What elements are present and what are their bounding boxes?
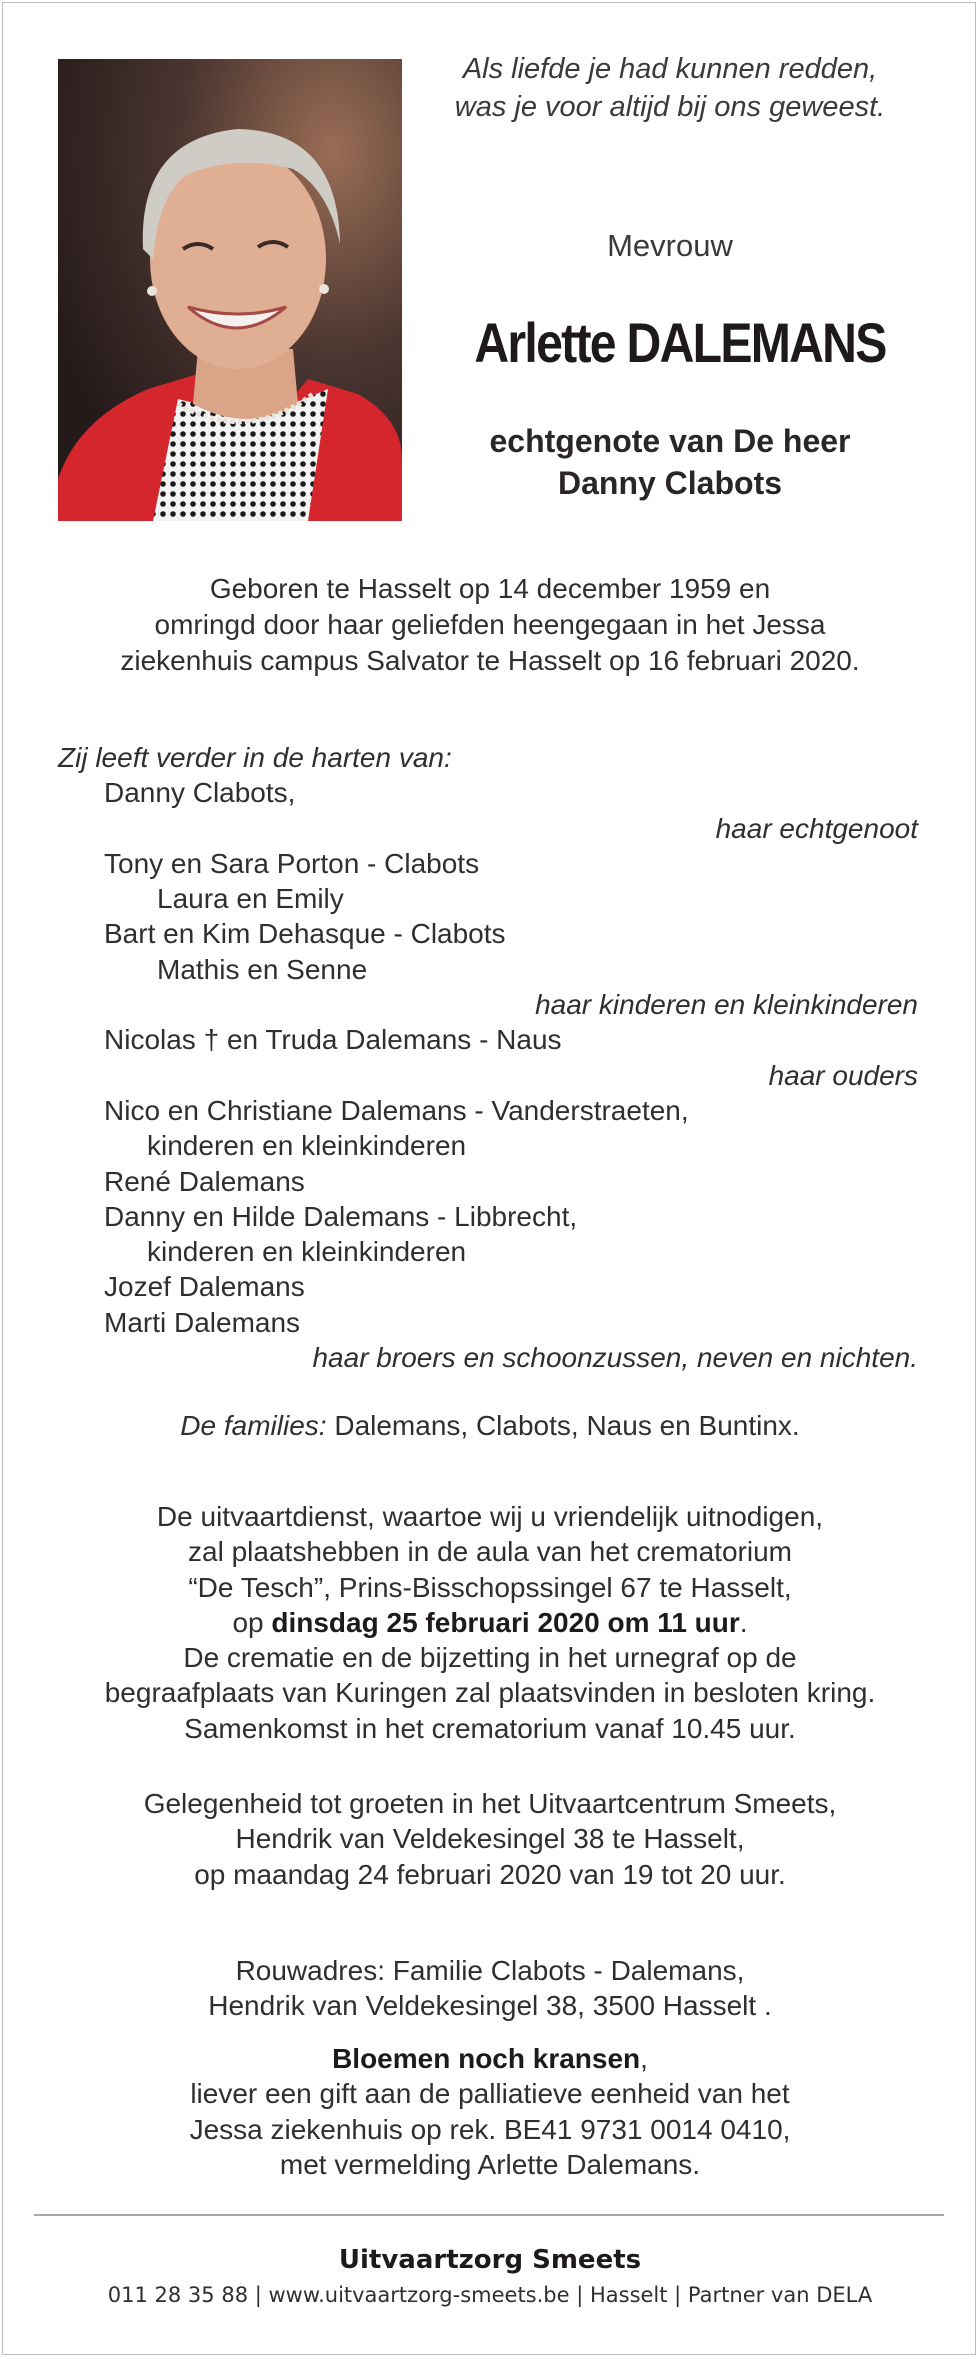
born-line: Geboren te Hasselt op 14 december 1959 en: [209, 573, 771, 604]
family-member: Nico en Christiane Dalemans - Vanderstraeten,: [104, 1094, 689, 1126]
flowers-line: Jessa ziekenhuis op rek. BE41 9731 0014 0410,: [189, 2113, 791, 2145]
memorial-verse: [420, 50, 920, 126]
flowers-heading: Bloemen noch kransen: [332, 2043, 641, 2074]
spouse-line: echtgenote van De heer: [489, 423, 851, 459]
family-member: kinderen en kleinkinderen: [147, 1236, 467, 1268]
service-date-prefix: op: [232, 1606, 272, 1638]
relation-label: haar echtgenoot: [715, 812, 918, 844]
family-member: Laura en Emily: [157, 883, 344, 915]
spouse-line: Danny Clabots: [557, 465, 783, 501]
service-date-line: [40, 1605, 940, 1640]
deceased-name: Arlette DALEMANS: [474, 311, 886, 374]
spouse-info: [420, 420, 920, 504]
service-line: De uitvaartdienst, waartoe wij u vriendelijk uitnodigen,: [156, 1501, 824, 1532]
born-line: omringd door haar geliefden heengegaan in het Jessa: [154, 609, 826, 640]
born-line: ziekenhuis campus Salvator te Hasselt op 16 februari 2020.: [120, 645, 860, 676]
families-label: De families:: [180, 1410, 327, 1441]
family-member: Marti Dalemans: [104, 1306, 301, 1338]
family-member: Nicolas † en Truda Dalemans - Naus: [104, 1024, 562, 1056]
service-date: dinsdag 25 februari 2020 om 11 uur: [271, 1606, 740, 1638]
verse-line: Als liefde je had kunnen redden,: [462, 53, 878, 85]
family-member: Danny Clabots,: [104, 777, 296, 809]
flowers-line: liever een gift aan de palliatieve eenheid van het: [190, 2078, 790, 2110]
relation-label: haar kinderen en kleinkinderen: [535, 989, 918, 1021]
address-line: Hendrik van Veldekesingel 38, 3500 Hasselt .: [208, 1990, 772, 2022]
visitation-info: [40, 1786, 940, 1892]
flowers-line: met vermelding Arlette Dalemans.: [279, 2148, 701, 2180]
flowers-comma: ,: [640, 2043, 648, 2074]
family-intro: Zij leeft verder in de harten van:: [58, 742, 452, 773]
service-line: Samenkomst in het crematorium vanaf 10.45 uur.: [184, 1712, 796, 1744]
relation-label: haar ouders: [768, 1059, 918, 1091]
family-member: Bart en Kim Dehasque - Clabots: [104, 918, 506, 950]
funeral-home-contact: 011 28 35 88 | www.uitvaartzorg-smeets.be | Hasselt | Partner van DELA: [107, 2283, 873, 2307]
address-line: Rouwadres: Familie Clabots - Dalemans,: [235, 1955, 745, 1986]
family-member: kinderen en kleinkinderen: [147, 1130, 467, 1162]
service-line: “De Tesch”, Prins-Bisschopssingel 67 te Hasselt,: [188, 1571, 792, 1603]
greet-line: Gelegenheid tot groeten in het Uitvaartcentrum Smeets,: [143, 1788, 837, 1819]
family-list: [58, 740, 918, 1375]
family-member: Tony en Sara Porton - Clabots: [104, 847, 480, 879]
family-member: Danny en Hilde Dalemans - Libbrecht,: [104, 1200, 578, 1232]
funeral-home-name: Uitvaartzorg Smeets: [338, 2245, 642, 2275]
portrait-photo: [58, 59, 402, 521]
flowers-notice: [40, 2041, 940, 2182]
birth-death-info: [40, 571, 940, 679]
family-member: Jozef Dalemans: [104, 1271, 305, 1303]
greet-line: Hendrik van Veldekesingel 38 te Hasselt,: [235, 1823, 745, 1855]
funeral-service-info: [40, 1499, 940, 1746]
verse-line: was je voor altijd bij ons geweest.: [454, 91, 886, 123]
families-names: Dalemans, Clabots, Naus en Buntinx.: [326, 1410, 800, 1441]
family-member: René Dalemans: [104, 1165, 305, 1197]
service-line: begraafplaats van Kuringen zal plaatsvinden in besloten kring.: [104, 1677, 876, 1709]
service-line: zal plaatshebben in de aula van het crematorium: [188, 1536, 792, 1568]
flowers-heading-line: [40, 2041, 940, 2076]
relation-label: haar broers en schoonzussen, neven en nichten.: [312, 1342, 918, 1374]
family-member: Mathis en Senne: [157, 953, 368, 985]
families-line: [40, 1410, 940, 1442]
service-line: De crematie en de bijzetting in het urnegraf op de: [183, 1642, 797, 1674]
greet-line: op maandag 24 februari 2020 van 19 tot 20 uur.: [194, 1858, 786, 1890]
honorific-title: Mevrouw: [607, 228, 733, 263]
service-date-suffix: .: [739, 1606, 748, 1638]
footer-divider: [34, 2214, 944, 2216]
mourning-address: [40, 1953, 940, 2024]
